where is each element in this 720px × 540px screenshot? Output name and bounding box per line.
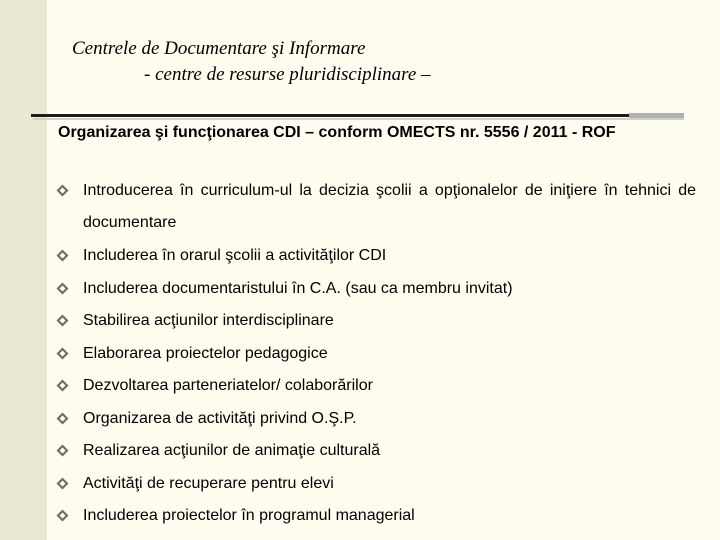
list-item-text: Includerea în orarul şcolii a activităţilor CDI [83,247,387,264]
list-item [56,370,696,403]
diamond-bullet-icon [56,444,69,457]
list-item-text: Realizarea acţiunilor de animaţie culturală [83,442,381,459]
diamond-bullet-icon [56,282,69,295]
list-item-text: Activităţi de recuperare pentru elevi [83,474,334,492]
diamond-bullet-icon [56,412,69,425]
list-item-text: Organizarea de activităţi privind O.Ş.P. [83,409,357,427]
list-item [56,240,696,273]
title-divider-shadow [33,118,684,120]
diamond-bullet-icon [56,184,69,197]
list-item-text: Elaborarea proiectelor pedagogice [83,344,328,362]
diamond-bullet-icon [56,379,69,392]
section-heading: Organizarea şi funcţionarea CDI – conform OMECTS nr. 5556 / 2011 - ROF [58,124,616,141]
list-item-text: Includerea proiectelor în programul managerial [83,507,415,524]
list-item-text: Includerea documentaristului în C.A. (sau ca membru invitat) [83,279,513,297]
list-item [56,338,696,371]
list-item [56,435,696,468]
left-decorative-band [0,0,47,540]
list-item [56,175,696,240]
diamond-bullet-icon [56,509,69,522]
list-item [56,403,696,436]
list-item [56,273,696,306]
list-item [56,305,696,338]
slide-title: Centrele de Documentare şi Informare [72,38,366,59]
diamond-bullet-icon [56,249,69,262]
list-item [56,468,696,501]
list-item-text: Dezvoltarea parteneriatelor/ colaborărilor [83,377,373,394]
diamond-bullet-icon [56,314,69,327]
list-item-text: Stabilirea acţiunilor interdisciplinare [83,312,334,329]
list-item-text: Introducerea în curriculum-ul la decizia şcolii a opţionalelor de iniţiere în tehnici de documentare [83,182,696,231]
bullet-list [56,175,696,533]
title-divider [31,114,629,117]
diamond-bullet-icon [56,477,69,490]
slide-title-subline: - centre de resurse pluridisciplinare – [144,64,431,85]
list-item [56,500,696,533]
diamond-bullet-icon [56,347,69,360]
